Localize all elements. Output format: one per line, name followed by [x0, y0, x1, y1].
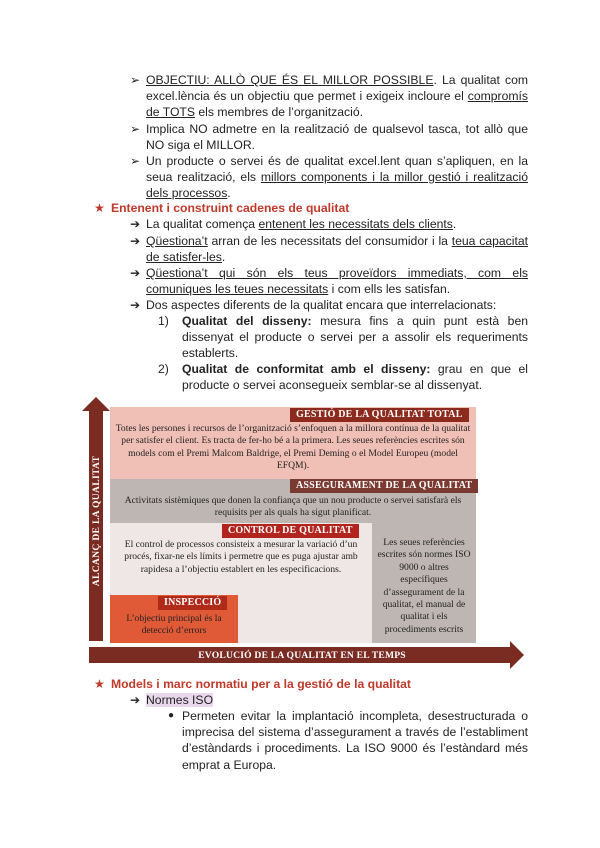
comenca-end: . [452, 217, 457, 231]
item-questionat-2 [130, 265, 528, 297]
x-axis-label: EVOLUCIÓ DE LA QUALITAT EN EL TEMPS [198, 650, 406, 661]
proveidors-end: i com ells les satisfan. [328, 282, 451, 297]
objectiu-end: els membres de l’organització. [195, 105, 363, 120]
control-title: CONTROL DE QUALITAT [222, 524, 359, 538]
conformitat-label: Qualitat de conformitat amb el disseny: [182, 362, 431, 376]
necessitats-text: entenent les necessitats dels clients [258, 217, 453, 231]
item-normes-iso [130, 692, 528, 708]
heading-cadenes-text: Entenent i construint cadenes de qualitat [110, 201, 350, 215]
producte-text: Un producte o servei és de qualitat excel.lent quan s’apliquen, en la seua realització, els [146, 154, 528, 185]
item-dos-aspectes [130, 297, 528, 313]
capacitat-end: . [221, 250, 226, 265]
item-questionat-1 [130, 233, 528, 265]
arrowhead-bullet-icon: ➢ [130, 154, 141, 168]
arrow-bullet-icon: ➔ [130, 693, 141, 707]
control-text: El control de processos consisteix a mesurar la variació d’un procés, fixar-ne els límits i permetre que es puga ajustar amb rapidesa a l’objectiu establert en les especificacions. [124, 539, 358, 575]
inspeccio-title: INSPECCIÓ [158, 596, 227, 610]
numbered-conformitat [158, 361, 528, 393]
y-axis-label: ALCANÇ DE LA QUALITAT [91, 455, 102, 587]
implica-text: Implica NO admetre en la realització de qualsevol tasca, tot allò que NO siga el MILLOR. [146, 122, 528, 153]
assegurament-text: Activitats sistèmiques que donen la confiança que un nou producte o servei satisfarà els requisits per als quals ha sigut planificat. [124, 495, 462, 519]
heading-cadenes [94, 200, 349, 216]
assegurament-title: ASSEGURAMENT DE LA QUALITAT [290, 479, 478, 493]
arrow-bullet-icon: ➔ [130, 217, 141, 231]
numbered-disseny [158, 313, 528, 362]
gestio-title: GESTIÓ DE LA QUALITAT TOTAL [290, 408, 469, 422]
millors-components-text: millors components i la millor gestió i realització dels processos [146, 170, 528, 201]
arrow-bullet-icon: ➔ [130, 266, 141, 280]
arrowhead-bullet-icon: ➢ [130, 122, 141, 136]
objectiu-title: OBJECTIU: ALLÒ QUE ÉS EL MILLOR POSSIBLE [146, 73, 434, 87]
questionat-text: Qüestiona’t [146, 234, 208, 248]
bullet-implica [130, 121, 528, 153]
comenca-text: La qualitat comença [146, 217, 259, 231]
producte-end: . [227, 186, 231, 201]
heading-models [94, 676, 411, 692]
disseny-label: Qualitat del disseny: [182, 314, 312, 328]
objectiu-text: . La qualitat com excel.lència és un objectiu que permet i exigeix incloure el [146, 73, 528, 104]
bullet-producte [130, 153, 528, 202]
number-1: 1) [158, 314, 169, 328]
arrow-bullet-icon: ➔ [130, 298, 141, 312]
arrow-bullet-icon: ➔ [130, 234, 141, 248]
permeten-text: Permeten evitar la implantació incompleta, desestructurada o imprecisa del sistema d’assegurament a través de l’establiment d’estàndards i procediments. La ISO 9000 és l’estàndard més emprat a Europa. [182, 709, 528, 772]
dot-permeten [168, 708, 528, 773]
proveidors-text: Qüestiona’t qui són els teus proveïdors immediats, com els comuniques les teues necessitats [146, 266, 528, 297]
bullet-objectiu [130, 72, 528, 121]
inspeccio-text: L’objectiu principal és la detecció d’errors [126, 613, 222, 637]
arrowhead-bullet-icon: ➢ [130, 73, 141, 87]
normes-iso-text: Normes ISO [146, 693, 214, 707]
arran-text: arran de les necessitats del consumidor i la [207, 234, 452, 248]
capacitat-text: teua capacitat de satisfer-les [146, 234, 529, 265]
iso-references-text: Les seues referències escrites són normes ISO 9000 o altres específiques d’assegurament de la qualitat, el manual de qualitat i els procediments escrits [377, 537, 471, 635]
quality-evolution-diagram [82, 397, 524, 669]
dos-aspectes-text: Dos aspectes diferents de la qualitat encara que interrelacionats: [146, 298, 497, 312]
gestio-text: Totes les persones i recursos de l’organització s’enfoquen a la millora contínua de la qualitat per satisfer el client. Es tracta de fer-ho bé a la primera. Les seues referències escrites són models com el Premi Malcom Baldrige, el Premi Deming o el Model Europeu (model EFQM). [115, 423, 471, 472]
disseny-text: mesura fins a quin punt està ben dissenyat el producte o servei per a assolir els requeriments establerts. [182, 314, 529, 361]
number-2: 2) [158, 362, 169, 376]
compromis-text: compromís de TOTS [146, 89, 528, 120]
star-icon: ★ [94, 677, 105, 691]
star-icon: ★ [94, 201, 105, 215]
item-comenca [130, 216, 528, 232]
dot-bullet-icon: ● [168, 710, 175, 721]
conformitat-text: grau en que el producte o servei aconsegueix semblar-se al dissenyat. [182, 362, 528, 393]
heading-models-text: Models i marc normatiu per a la gestió de la qualitat [110, 677, 411, 691]
